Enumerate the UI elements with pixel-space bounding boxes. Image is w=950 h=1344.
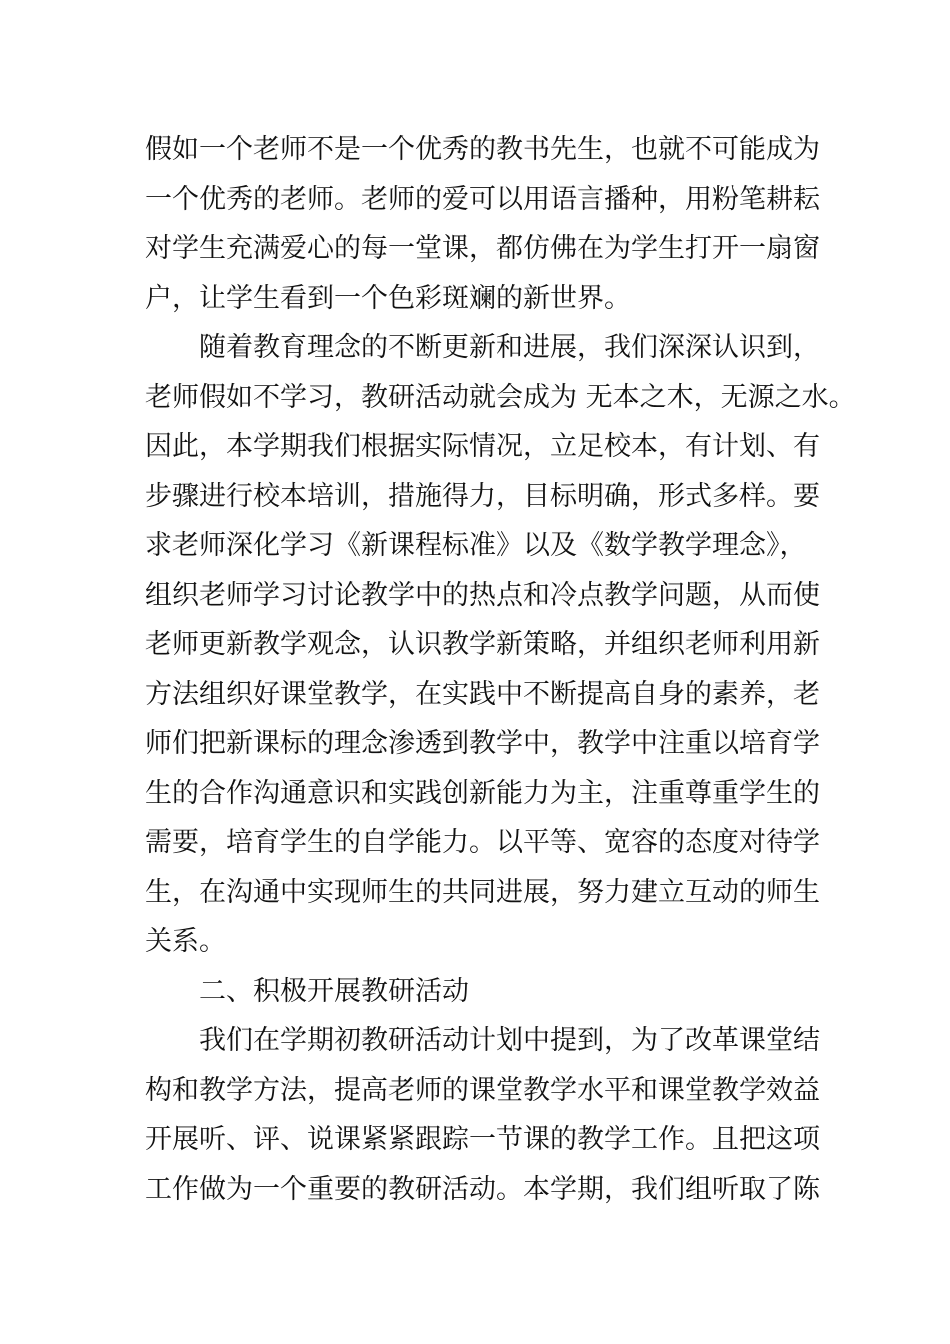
text-line: 组织老师学习讨论教学中的热点和冷点教学问题，从而使 — [145, 579, 820, 611]
text-line: 二、积极开展教研活动 — [199, 975, 469, 1007]
text-line: 随着教育理念的不断更新和进展，我们深深认识到， — [199, 332, 820, 363]
text-line: 生，在沟通中实现师生的共同进展，努力建立互动的师生 — [145, 876, 820, 908]
text-line: 对学生充满爱心的每一堂课，都仿佛在为学生打开一扇窗 — [145, 233, 820, 264]
text-line: 一个优秀的老师。老师的爱可以用语言播种，用粉笔耕耘 — [145, 183, 820, 215]
body-text — [145, 125, 856, 1214]
text-line: 关系。 — [145, 926, 226, 957]
text-line: 生的合作沟通意识和实践创新能力为主，注重尊重学生的 — [145, 777, 820, 809]
text-line: 需要，培育学生的自学能力。以平等、宽容的态度对待学 — [145, 827, 820, 858]
text-line: 户，让学生看到一个色彩斑斓的新世界。 — [145, 282, 631, 314]
text-line: 方法组织好课堂教学，在实践中不断提高自身的素养，老 — [145, 678, 820, 710]
text-line: 因此，本学期我们根据实际情况，立足校本，有计划、有 — [145, 431, 820, 462]
text-line: 构和教学方法，提高老师的课堂教学水平和课堂教学效益 — [145, 1074, 820, 1106]
text-line: 我们在学期初教研活动计划中提到，为了改革课堂结 — [199, 1025, 820, 1056]
text-line: 假如一个老师不是一个优秀的教书先生，也就不可能成为 — [145, 134, 820, 165]
text-line: 求老师深化学习《新课程标准》以及《数学教学理念》， — [145, 530, 807, 561]
text-line: 步骤进行校本培训，措施得力，目标明确，形式多样。要 — [145, 480, 820, 512]
text-line: 工作做为一个重要的教研活动。本学期，我们组听取了陈 — [145, 1173, 820, 1205]
text-line: 老师假如不学习，教研活动就会成为 无本之木，无源之水。 — [145, 381, 856, 413]
text-line: 老师更新教学观念，认识教学新策略，并组织老师利用新 — [145, 629, 820, 660]
text-line: 师们把新课标的理念渗透到教学中，教学中注重以培育学 — [145, 728, 820, 759]
text-line: 开展听、评、说课紧紧跟踪一节课的教学工作。且把这项 — [145, 1124, 820, 1155]
